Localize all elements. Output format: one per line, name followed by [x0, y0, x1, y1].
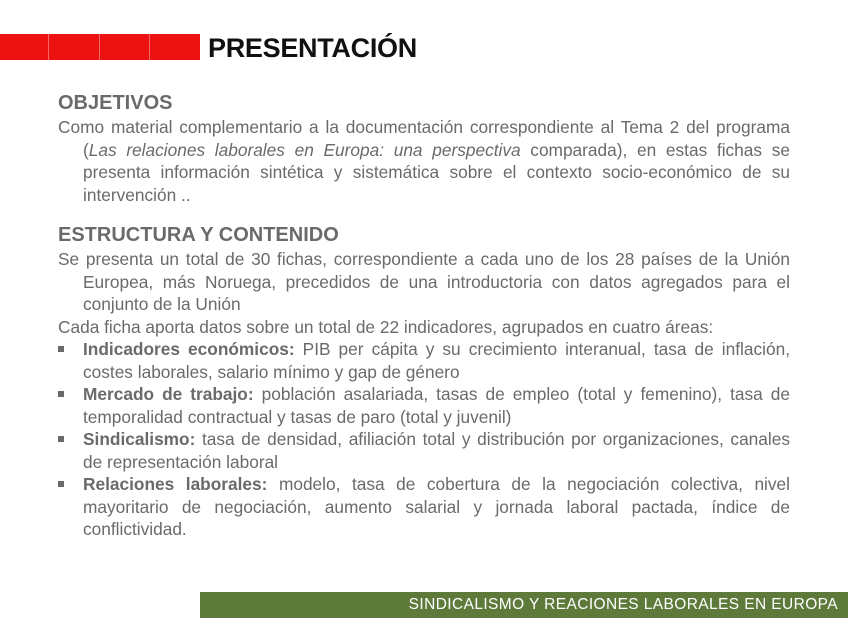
list-item-label: Relaciones laborales:	[83, 474, 268, 494]
list-item-text: PIB per cápita y su crecimiento interanual, tasa de inflación, costes laborales, salario mínimo y gap de género	[83, 339, 790, 382]
objetivos-paragraph	[58, 116, 790, 206]
objetivos-text-italic: Las relaciones laborales en Europa: una perspectiva	[88, 139, 521, 160]
list-item-text: modelo, tasa de cobertura de la negociación colectiva, nivel mayoritario de negociación, aumento salarial y jornada laboral pactada, índice de conflictividad.	[83, 474, 790, 539]
bullet-icon	[58, 346, 64, 352]
list-item-label: Mercado de trabajo:	[83, 384, 254, 404]
bullet-icon	[58, 391, 64, 397]
objetivos-heading: OBJETIVOS	[58, 92, 173, 114]
list-item-text: población asalariada, tasas de empleo (total y femenino), tasa de temporalidad contractual y tasas de paro (total y juvenil)	[83, 384, 790, 427]
list-item	[58, 428, 790, 473]
list-item	[58, 338, 790, 383]
objetivos-text-start: Como material complementario a la documentación correspondiente al Tema 2 del programa (	[58, 117, 790, 160]
list-item-label: Sindicalismo:	[83, 429, 196, 449]
footer-text: SINDICALISMO Y REACIONES LABORALES EN EUROPA	[408, 596, 838, 613]
accent-bar-segment	[49, 34, 100, 60]
accent-bar-segment	[100, 34, 150, 60]
accent-bar	[0, 34, 200, 60]
list-item	[58, 383, 790, 428]
estructura-paragraph-1: Se presenta un total de 30 fichas, correspondiente a cada uno de los 28 países de la Unión Europea, más Noruega, precedidos de una introductoria con datos agregados para el conjunto de la Unión	[58, 249, 790, 314]
list-item-label: Indicadores económicos:	[83, 339, 295, 359]
accent-bar-segment	[150, 34, 200, 60]
areas-list	[58, 338, 790, 541]
objetivos-text-end: comparada), en estas fichas se presenta información sintética y sistemática sobre el contexto socio-económico de su intervención ..	[83, 139, 790, 205]
slide-content	[58, 90, 790, 541]
footer-bar	[200, 592, 848, 618]
bullet-icon	[58, 436, 64, 442]
estructura-heading: ESTRUCTURA Y CONTENIDO	[58, 224, 339, 246]
list-item	[58, 473, 790, 541]
bullet-icon	[58, 481, 64, 487]
slide-title: PRESENTACIÓN	[208, 33, 417, 63]
accent-bar-segment	[0, 34, 49, 60]
estructura-paragraph-2: Cada ficha aporta datos sobre un total de 22 indicadores, agrupados en cuatro áreas:	[58, 316, 714, 337]
list-item-text: tasa de densidad, afiliación total y distribución por organizaciones, canales de representación laboral	[83, 429, 790, 472]
